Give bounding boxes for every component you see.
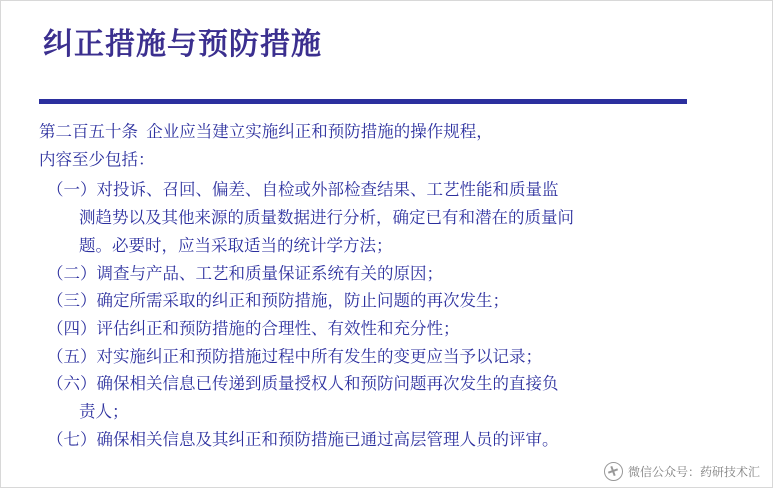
title-divider [39,99,687,104]
page-title: 纠正措施与预防措施 [43,28,322,61]
list-item-continuation: 题。必要时，应当采取适当的统计学方法； [79,235,393,255]
body-paragraph: 内容至少包括： [39,149,155,169]
list-item: （三）确定所需采取的纠正和预防措施，防止问题的再次发生； [47,291,509,311]
watermark [604,462,760,481]
list-item: （一）对投诉、召回、偏差、自检或外部检查结果、工艺性能和质量监 [47,180,559,200]
pill-logo-icon [604,462,623,481]
slide-body [37,119,747,455]
list-item: （五）对实施纠正和预防措施过程中所有发生的变更应当予以记录； [47,346,542,366]
list-item: （六）确保相关信息已传递到质量授权人和预防问题再次发生的直接负 [47,374,559,394]
list-item-continuation: 测趋势以及其他来源的质量数据进行分析，确定已有和潜在的质量问 [79,208,574,228]
body-paragraph: 第二百五十条 企业应当建立实施纠正和预防措施的操作规程， [39,122,493,141]
watermark-label: 微信公众号：药研技术汇 [627,465,760,479]
list-item: （七）确保相关信息及其纠正和预防措施已通过高层管理人员的评审。 [47,429,559,449]
list-item: （二）调查与产品、工艺和质量保证系统有关的原因； [47,263,443,283]
list-item: （四）评估纠正和预防措施的合理性、有效性和充分性； [47,319,460,339]
list-item-continuation: 责人； [79,402,129,422]
